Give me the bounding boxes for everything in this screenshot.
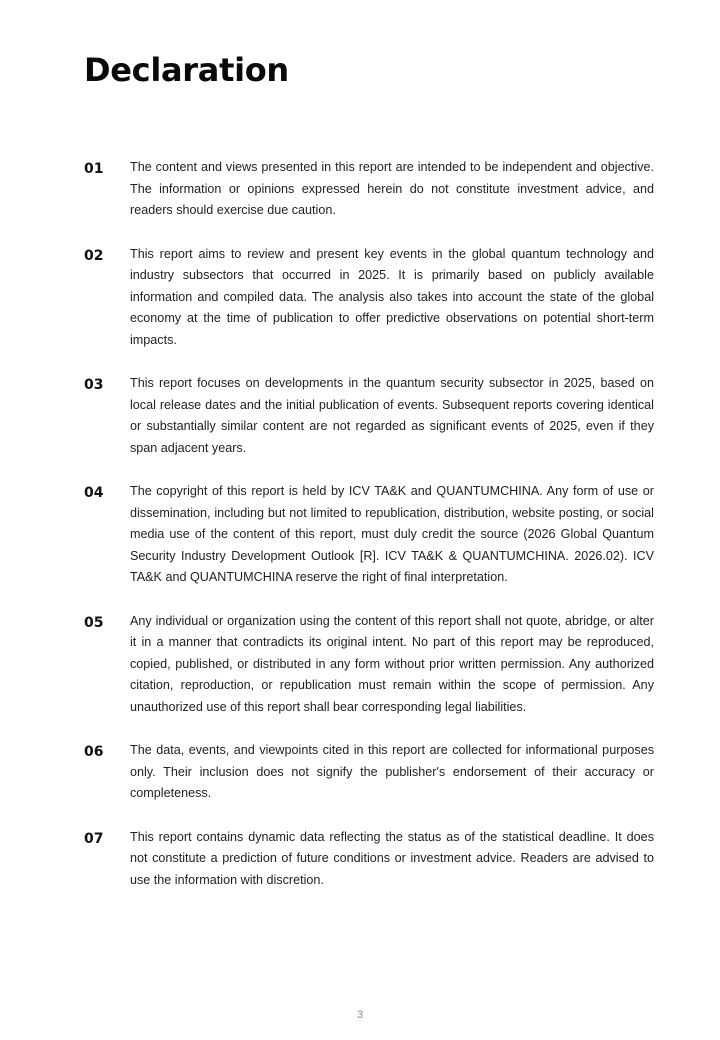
item-number: 06 — [84, 744, 104, 760]
declaration-item-05 — [84, 611, 654, 719]
declaration-item-01 — [84, 157, 654, 222]
item-number: 04 — [84, 485, 104, 501]
item-text: The copyright of this report is held by ICV TA&K and QUANTUMCHINA. Any form of use or dissemination, including but not limited to republication, distribution, website posting, or social media use of the content of this report, must duly credit the source (2026 Global Quantum Security Industry Development Outlook [R]. ICV TA&K & QUANTUMCHINA. 2026.02). ICV TA&K and QUANTUMCHINA reserve the right of final interpretation. — [130, 484, 654, 584]
page-number: 3 — [356, 1009, 364, 1021]
declaration-item-04 — [84, 481, 654, 589]
declaration-item-02 — [84, 244, 654, 352]
declaration-list — [84, 157, 654, 913]
item-text: This report focuses on developments in the quantum security subsector in 2025, based on local release dates and the initial publication of events. Subsequent reports covering identical or substantially similar content are not regarded as significant events of 2025, even if they span adjacent years. — [130, 376, 654, 455]
item-number: 05 — [84, 614, 104, 631]
item-text: This report contains dynamic data reflecting the status as of the statistical deadline. It does not constitute a prediction of future conditions or investment advice. Readers are advised to use the information with discretion. — [130, 829, 654, 887]
item-number: 07 — [84, 830, 104, 847]
item-number: 01 — [84, 161, 104, 177]
item-text: This report aims to review and present key events in the global quantum technology and industry subsectors that occurred in 2025. It is primarily based on publicly available information and compiled data. The analysis also takes into account the state of the global economy at the time of publication to offer predictive observations on potential short-term impacts. — [130, 246, 654, 347]
item-number: 03 — [84, 377, 104, 393]
item-text: The data, events, and viewpoints cited in this report are collected for informational purposes only. Their inclusion does not signify the publisher's endorsement of their accuracy or completeness. — [130, 743, 654, 800]
declaration-item-03 — [84, 373, 654, 459]
declaration-item-07 — [84, 827, 654, 892]
item-number: 02 — [84, 247, 104, 264]
item-text: Any individual or organization using the content of this report shall not quote, abridge, or alter it in a manner that contradicts its original intent. No part of this report may be reproduced, copied, published, or distributed in any form without prior written permission. Any authorized citation, reproduction, or republication must remain within the scope of permission. Any unauthorized use of this report shall bear corresponding legal liabilities. — [130, 613, 654, 714]
item-text: The content and views presented in this report are intended to be independent and objective. The information or opinions expressed herein do not constitute investment advice, and readers should exercise due caution. — [130, 160, 654, 217]
page-title: Declaration — [84, 51, 289, 89]
declaration-item-06 — [84, 740, 654, 805]
